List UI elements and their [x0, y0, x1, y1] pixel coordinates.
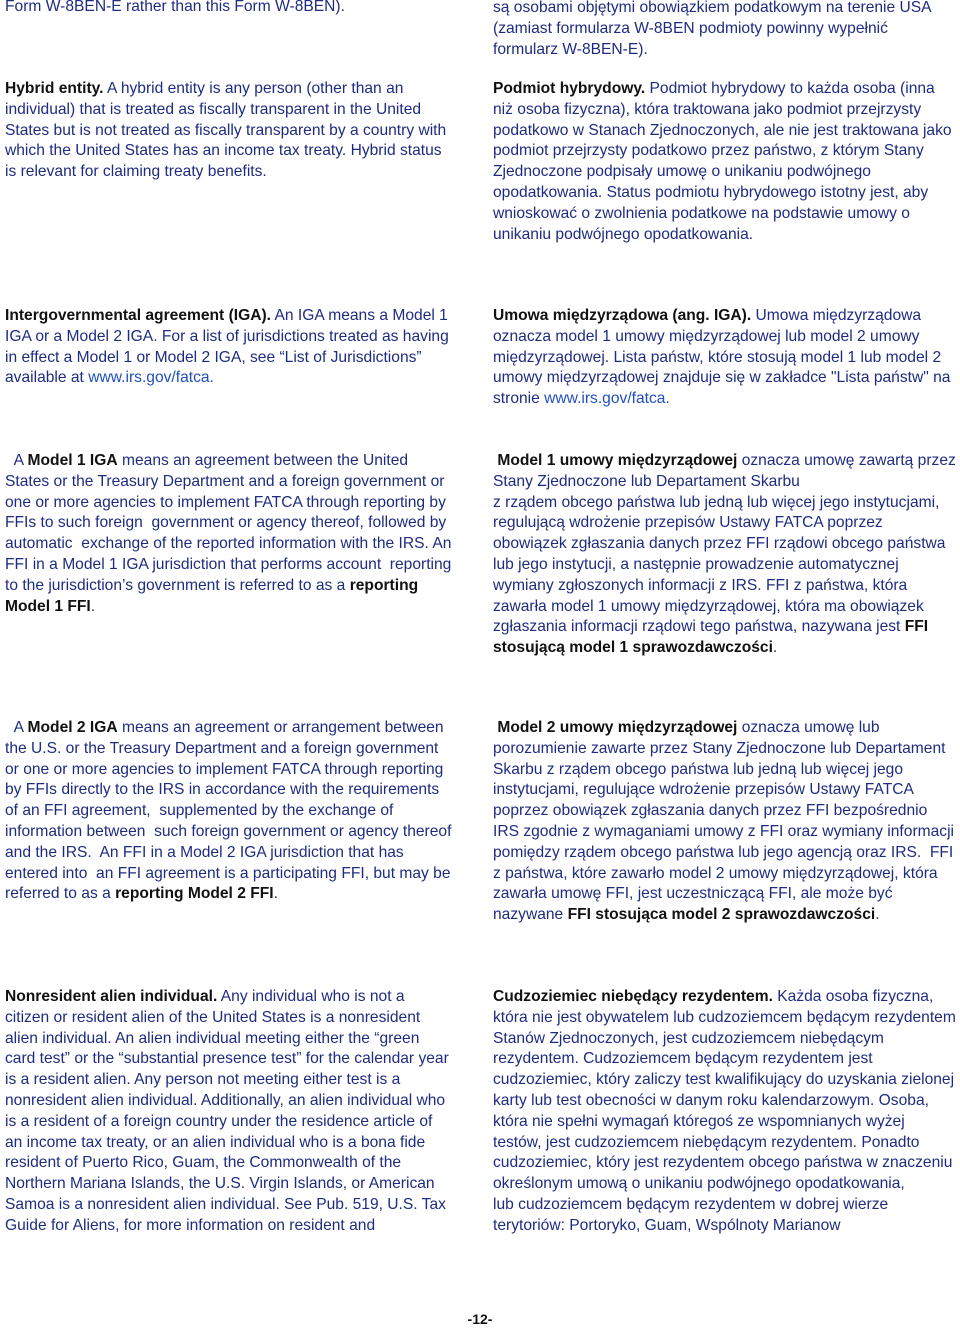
term-heading: Model 2 umowy międzyrządowej — [497, 719, 738, 736]
term-heading: Umowa międzyrządowa (ang. IGA). — [493, 307, 752, 324]
en-iga-paragraph: Intergovernmental agreement (IGA). An IGA means a Model 1 IGA or a Model 2 IGA. For a list of jurisdictions treated as having in effect a Model 1 or Model 2 IGA, see “List of Jurisdictions” available at www.irs.gov/fatca. — [5, 307, 449, 387]
en-nonresident-alien-paragraph: Nonresident alien individual. Any individual who is not a citizen or resident alien of the United States is a nonresident alien individual. An alien individual meeting either the “green card test” or the “substantial presence test” for the calendar year is a resident alien. Any person not meeting either test is a nonresident alien individual. Additionally, an alien individual who is a resident of a foreign country under the residence article of an income tax treaty, or an alien individual who is a bona fide resident of Puerto Rico, Guam, the Commonwealth of the Northern Mariana Islands, the U.S. Virgin Islands, or American Samoa is a nonresident alien individual. See Pub. 519, U.S. Tax Guide for Aliens, for more information on resident and — [5, 988, 449, 1234]
en-carryover-text: Form W-8BEN-E rather than this Form W-8BEN). — [5, 0, 345, 15]
term-heading: Model 1 IGA — [27, 452, 118, 469]
pl-model1-paragraph: Model 1 umowy międzyrządowej oznacza umowę zawartą przez Stany Zjednoczone lub Departament Skarbu z rządem obcego państwa lub jedną lub więcej jego instytucjami, regulującą wdrożenie przepisów Ustawy FATCA poprzez obowiązek zgłaszania danych przez FFI rządowi obcego państwa lub jego instytucji, a następnie prowadzenie automatycznej wymiany zgłoszonych informacji z IRS. FFI z państwa, która zawarła model 1 umowy międzyrządowej, która ma obowiązek zgłaszania informacji rządowi tego państwa, nazywana jest FFI stosującą model 1 sprawozdawczości. — [493, 452, 956, 657]
pl-nonresident-alien-paragraph: Cudzoziemiec niebędący rezydentem. Każda osoba fizyczna, która nie jest obywatelem lub cudzoziemcem będącym rezydentem Stanów Zjednoczonych, jest cudzoziemcem niebędącym rezydentem. Cudzoziemcem będącym rezydentem jest cudzoziemiec, który zaliczy test kwalifikujący do uzyskania zielonej karty lub test obecności w danym roku kalendarzowym. Osoba, która nie spełni wymagań któregoś ze wspomnianych wyżej testów, jest cudzoziemcem niebędącym rezydentem. Ponadto cudzoziemiec, który jest rezydentem obcego państwa w znaczeniu określonym umową o unikaniu podwójnego opodatkowania, lub cudzoziemcem będącym rezydentem w dobrej wierze terytoriów: Portoryko, Guam, Wspólnoty Marianow — [493, 988, 956, 1234]
page-number: -12- — [467, 1311, 493, 1327]
pl-model2-paragraph: Model 2 umowy międzyrządowej oznacza umowę lub porozumienie zawarte przez Stany Zjednoczone lub Departament Skarbu z rządem obcego państwa lub jedną lub więcej jego instytucjami, regulujące wdrożenie przepisów Ustawy FATCA poprzez obowiązek zgłaszania danych przez FFI bezpośrednio IRS zgodnie z wymaganiami umowy z FFI oraz wymiany informacji pomiędzy rządem obcego państwa lub jego agencją oraz IRS. FFI z państwa, które zawarło model 2 umowy międzyrządowej, która zawarła umowę FFI, jest uczestniczącą FFI, ale może być nazywane FFI stosująca model 2 sprawozdawczości. — [493, 719, 959, 924]
term-heading: Model 2 IGA — [27, 719, 118, 736]
term-heading: Model 1 umowy międzyrządowej — [497, 452, 738, 469]
fatca-link[interactable]: www.irs.gov/fatca. — [88, 369, 214, 387]
pl-carryover-text: są osobami objętymi obowiązkiem podatkowym na terenie USA (zamiast formularza W-8BEN podmioty powinny wypełnić formularz W-8BEN-E). — [493, 0, 931, 58]
term-heading: Podmiot hybrydowy. — [493, 80, 646, 97]
pl-hybrid-entity-paragraph: Podmiot hybrydowy. Podmiot hybrydowy to każda osoba (inna niż osoba fizyczna), która traktowana jako podmiot przejrzysty podatkowo w Stanach Zjednoczonych, ale nie jest traktowana jako podmiot przejrzysty podatkowo przez państwo, z którym Stany Zjednoczone podpisały umowę o unikaniu podwójnego opodatkowania. Status podmiotu hybrydowego istotny jest, aby wnioskować o zwolnienia podatkowe na podstawie umowy o unikaniu podwójnego opodatkowania. — [493, 80, 952, 243]
en-model1-paragraph: A Model 1 IGA means an agreement between the United States or the Treasury Department and a foreign government or one or more agencies to implement FATCA through reporting by FFIs to such foreign government or agency thereof, followed by automatic exchange of the reported information with the IRS. An FFI in a Model 1 IGA jurisdiction that performs account reporting to the jurisdiction’s government is referred to as a reporting Model 1 FFI. — [5, 452, 456, 615]
term-heading: Hybrid entity. — [5, 80, 104, 97]
term-heading: Intergovernmental agreement (IGA). — [5, 307, 272, 324]
en-hybrid-entity-paragraph: Hybrid entity. A hybrid entity is any person (other than an individual) that is treated as fiscally transparent in the United States but is not treated as fiscally transparent by a country with which the United States has an income tax treaty. Hybrid status is relevant for claiming treaty benefits. — [5, 80, 447, 181]
fatca-link[interactable]: www.irs.gov/fatca. — [544, 390, 670, 408]
term-heading: Nonresident alien individual. — [5, 988, 218, 1005]
en-model2-paragraph: A Model 2 IGA means an agreement or arrangement between the U.S. or the Treasury Department and a foreign government or one or more agencies to implement FATCA through reporting by FFIs directly to the IRS in accordance with the requirements of an FFI agreement, supplemented by the exchange of information between such foreign government or agency thereof and the IRS. An FFI in a Model 2 IGA jurisdiction that has entered into an FFI agreement is a participating FFI, but may be referred to as a reporting Model 2 FFI. — [5, 719, 456, 903]
term-heading: Cudzoziemiec niebędący rezydentem. — [493, 988, 773, 1005]
pl-iga-paragraph: Umowa międzyrządowa (ang. IGA). Umowa międzyrządowa oznacza model 1 umowy międzyrządowej lub model 2 umowy międzyrządowej. Lista państw, które stosują model 1 lub model 2 umowy międzyrządowej znajduje się w zakładce "Lista państw" na stronie www.irs.gov/fatca. — [493, 307, 951, 408]
